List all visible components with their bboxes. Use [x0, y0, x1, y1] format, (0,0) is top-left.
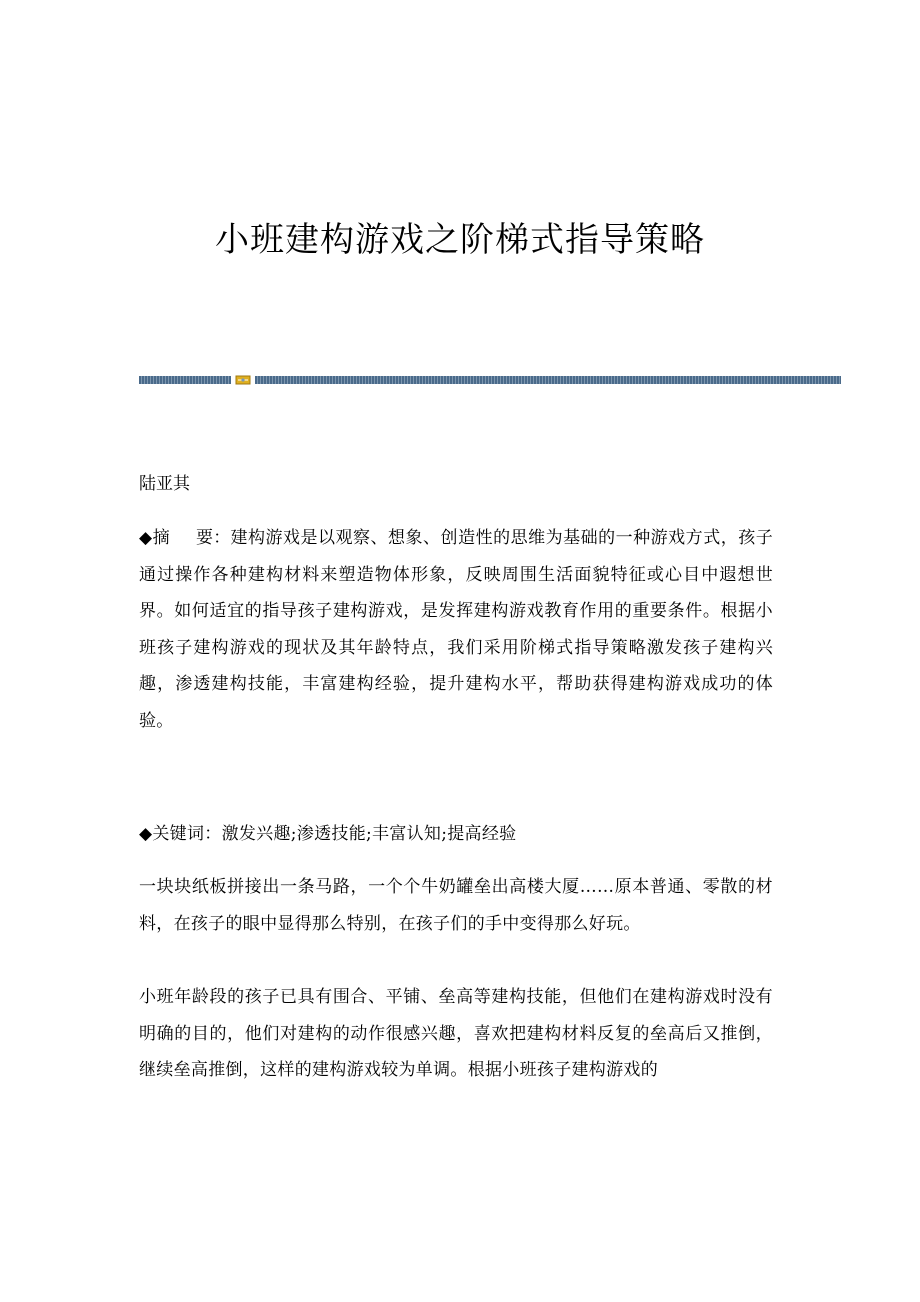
- keywords-label: 关键词：: [152, 824, 222, 844]
- body-paragraph-1: 一块块纸板拼接出一条马路，一个个牛奶罐垒出高楼大厦……原本普通、零散的材料，在孩子的眼中显得那么特别，在孩子们的手中变得那么好玩。: [139, 877, 773, 934]
- keywords-paragraph: [139, 816, 773, 853]
- abstract-label-first: 摘: [152, 528, 170, 548]
- divider-ornament-icon: [235, 373, 251, 387]
- keywords-bullet: ◆: [139, 824, 153, 844]
- abstract-paragraph: [139, 520, 773, 739]
- divider-bar-right: [255, 376, 841, 384]
- keywords-text: 激发兴趣;渗透技能;丰富认知;提高经验: [221, 824, 517, 844]
- abstract-label-second: 要：: [195, 528, 231, 548]
- body-paragraph-2: 小班年龄段的孩子已具有围合、平铺、垒高等建构技能，但他们在建构游戏时没有明确的目的，他们对建构的动作很感兴趣，喜欢把建构材料反复的垒高后又推倒，继续垒高推倒，这样的建构游戏较为单调。根据小班孩子建构游戏的: [139, 987, 773, 1080]
- divider-bar-left: [139, 376, 231, 384]
- title-divider: [139, 373, 841, 387]
- abstract-bullet: ◆: [139, 528, 153, 548]
- document-title: 小班建构游戏之阶梯式指导策略: [215, 220, 705, 260]
- author-name: 陆亚其: [139, 474, 190, 494]
- abstract-text: 建构游戏是以观察、想象、创造性的思维为基础的一种游戏方式，孩子通过操作各种建构材料来塑造物体形象，反映周围生活面貌特征或心目中遐想世界。如何适宜的指导孩子建构游戏，是发挥建构游戏教育作用的重要条件。根据小班孩子建构游戏的现状及其年龄特点，我们采用阶梯式指导策略激发孩子建构兴趣，渗透建构技能，丰富建构经验，提升建构水平，帮助获得建构游戏成功的体验。: [139, 528, 774, 731]
